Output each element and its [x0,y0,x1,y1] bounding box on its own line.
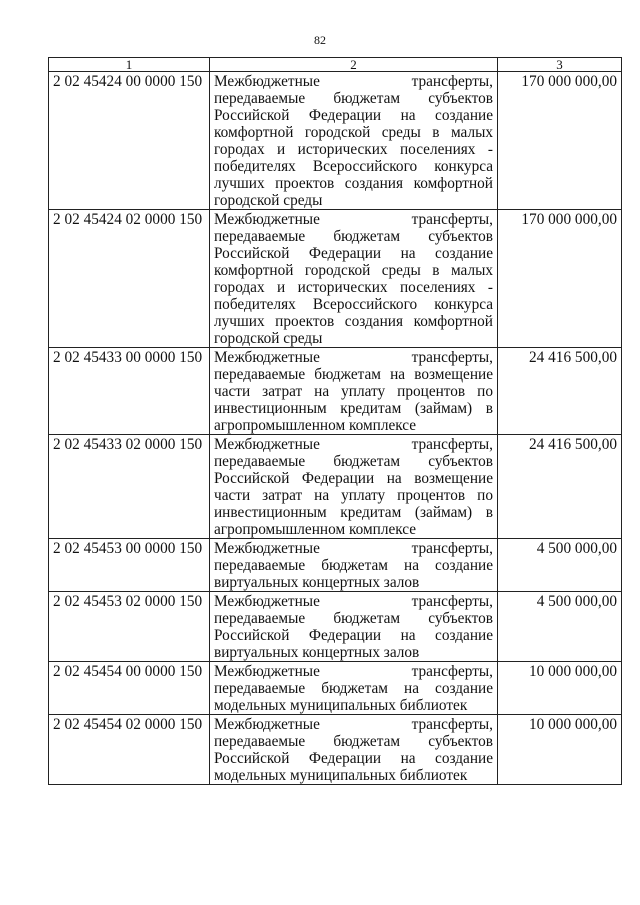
table-row [49,662,622,715]
budget-code: 2 02 45424 02 0000 150 [49,210,210,348]
row-amount: 10 000 000,00 [498,662,622,715]
row-description: Межбюджетные трансферты, передаваемые бюджетам на возмещение части затрат на уплату процентов по инвестиционным кредитам (займам) в агропромышленном комплексе [210,348,498,435]
budget-code: 2 02 45424 00 0000 150 [49,72,210,210]
row-description: Межбюджетные трансферты, передаваемые бюджетам на создание виртуальных концертных залов [210,539,498,592]
column-header-amount: 3 [498,58,622,72]
table-row [49,72,622,210]
row-description: Межбюджетные трансферты, передаваемые бюджетам субъектов Российской Федерации на создание модельных муниципальных библиотек [210,715,498,785]
row-description: Межбюджетные трансферты, передаваемые бюджетам субъектов Российской Федерации на возмещение части затрат на уплату процентов по инвестиционным кредитам (займам) в агропромышленном комплексе [210,435,498,539]
row-amount: 10 000 000,00 [498,715,622,785]
row-amount: 24 416 500,00 [498,435,622,539]
row-amount: 4 500 000,00 [498,592,622,662]
row-amount: 170 000 000,00 [498,72,622,210]
row-description: Межбюджетные трансферты, передаваемые бюджетам субъектов Российской Федерации на создание комфортной городской среды в малых городах и исторических поселениях - победителях Всероссийского конкурса лучших проектов создания комфортной городской среды [210,72,498,210]
budget-table [48,57,622,785]
row-description: Межбюджетные трансферты, передаваемые бюджетам субъектов Российской Федерации на создание комфортной городской среды в малых городах и исторических поселениях - победителях Всероссийского конкурса лучших проектов создания комфортной городской среды [210,210,498,348]
row-description: Межбюджетные трансферты, передаваемые бюджетам на создание модельных муниципальных библиотек [210,662,498,715]
budget-code: 2 02 45453 00 0000 150 [49,539,210,592]
table-row [49,539,622,592]
row-amount: 170 000 000,00 [498,210,622,348]
page-number: 82 [314,33,326,47]
row-description: Межбюджетные трансферты, передаваемые бюджетам субъектов Российской Федерации на создание виртуальных концертных залов [210,592,498,662]
row-amount: 24 416 500,00 [498,348,622,435]
budget-code: 2 02 45433 00 0000 150 [49,348,210,435]
header-row [49,58,622,72]
budget-code: 2 02 45454 02 0000 150 [49,715,210,785]
column-header-code: 1 [49,58,210,72]
table-row [49,592,622,662]
row-amount: 4 500 000,00 [498,539,622,592]
table-row [49,435,622,539]
budget-code: 2 02 45453 02 0000 150 [49,592,210,662]
table-row [49,348,622,435]
budget-code: 2 02 45433 02 0000 150 [49,435,210,539]
budget-code: 2 02 45454 00 0000 150 [49,662,210,715]
table-row [49,715,622,785]
column-header-description: 2 [210,58,498,72]
table-row [49,210,622,348]
